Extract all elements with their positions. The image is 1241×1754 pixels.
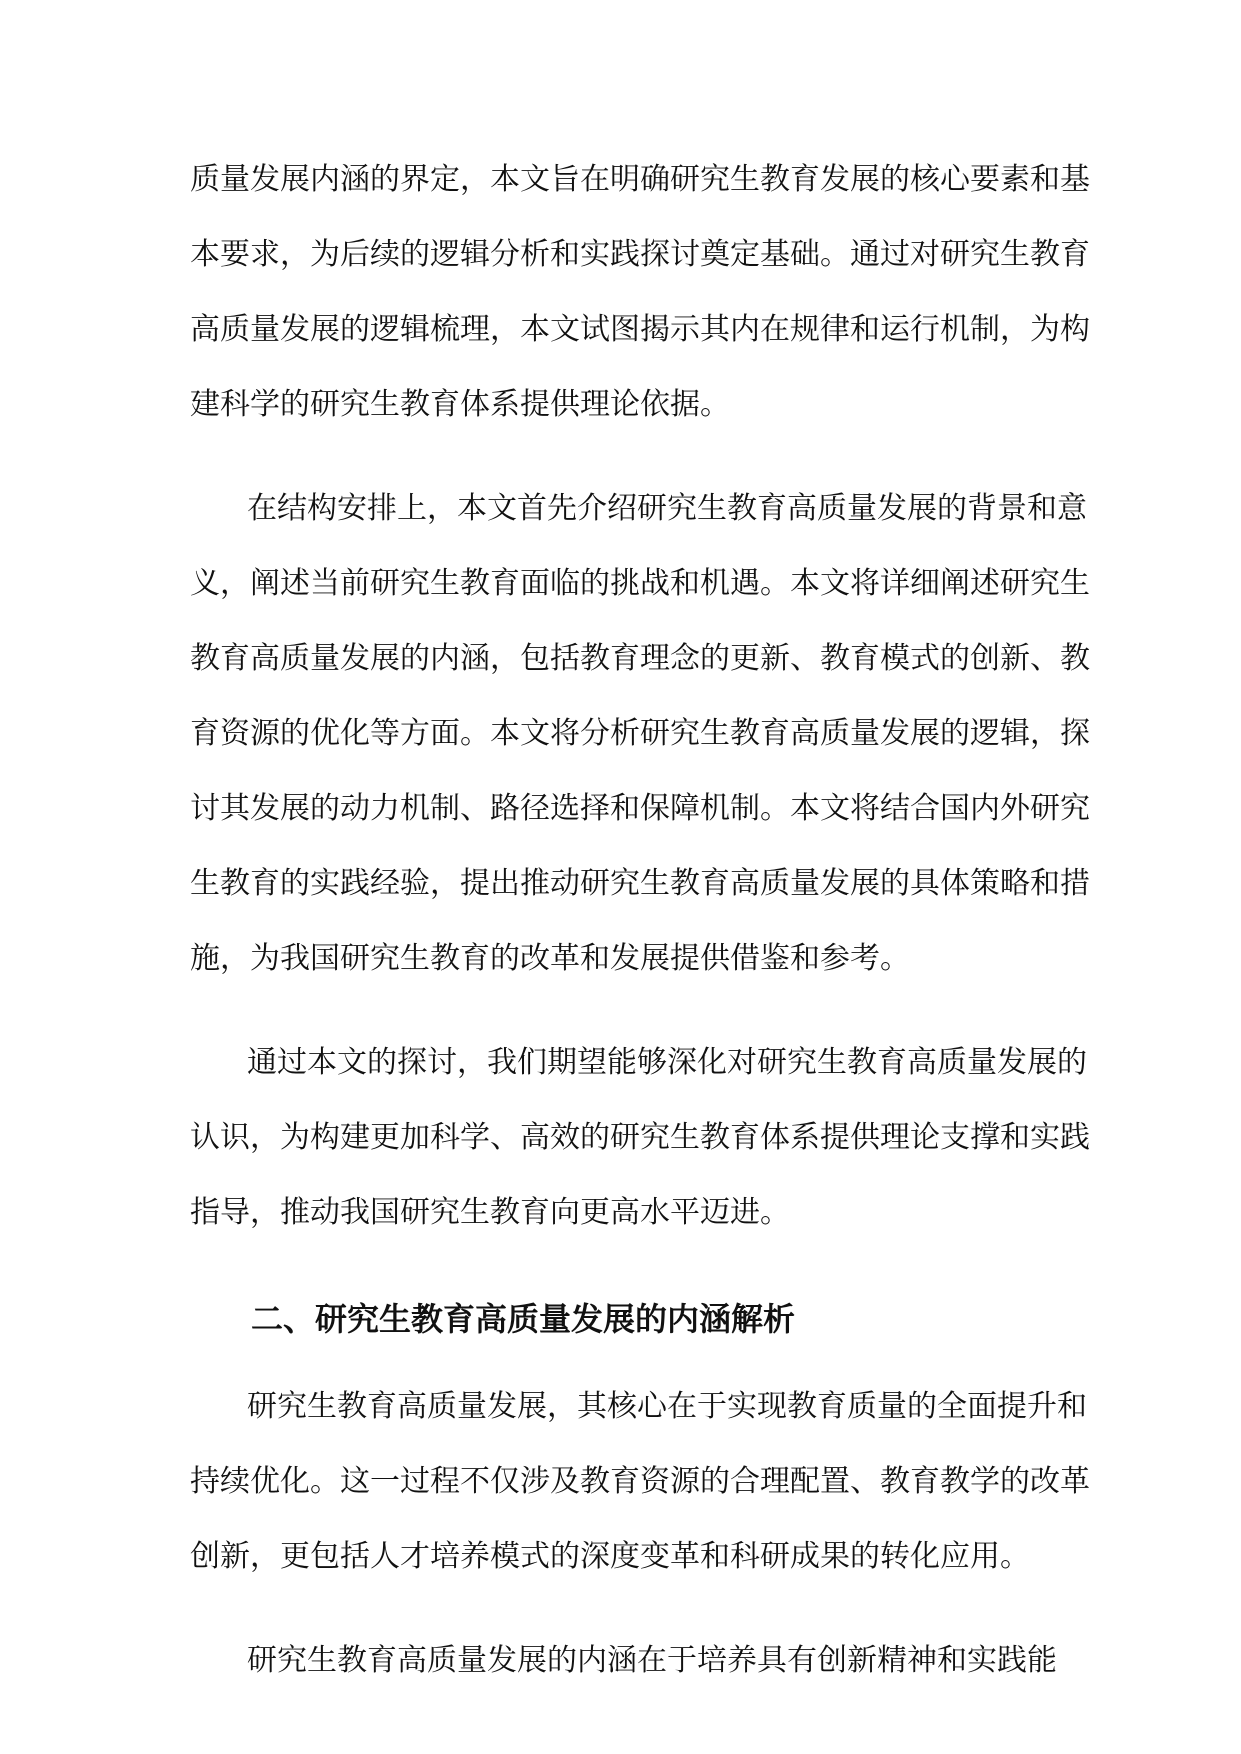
paragraph-spacing: [190, 442, 1052, 471]
section-spacing: [190, 1357, 1052, 1369]
paragraph: [190, 1025, 1090, 1250]
text-line: 认识，为构建更加科学、高效的研究生教育体系提供理论支撑和实践: [190, 1120, 1090, 1155]
text-line: 研究生教育高质量发展的内涵在于培养具有创新精神和实践能: [247, 1643, 1057, 1678]
text-line: 义，阐述当前研究生教育面临的挑战和机遇。本文将详细阐述研究生: [190, 566, 1090, 601]
text-line: 施，为我国研究生教育的改革和发展提供借鉴和参考。: [190, 941, 910, 976]
text-line: 教育高质量发展的内涵，包括教育理念的更新、教育模式的创新、教: [190, 641, 1090, 676]
paragraph: [190, 1369, 1090, 1594]
text-line: 持续优化。这一过程不仅涉及教育资源的合理配置、教育教学的改革: [190, 1464, 1090, 1499]
text-line: 生教育的实践经验，提出推动研究生教育高质量发展的具体策略和措: [190, 866, 1090, 901]
section-heading: 二、研究生教育高质量发展的内涵解析: [251, 1300, 796, 1338]
paragraph: [190, 471, 1090, 996]
document-body: [190, 142, 1090, 1698]
text-line: 高质量发展的逻辑梳理，本文试图揭示其内在规律和运行机制，为构: [190, 312, 1090, 347]
text-line: 在结构安排上，本文首先介绍研究生教育高质量发展的背景和意: [247, 491, 1087, 526]
paragraph: [190, 142, 1090, 442]
text-line: 建科学的研究生教育体系提供理论依据。: [190, 387, 730, 422]
text-line: 育资源的优化等方面。本文将分析研究生教育高质量发展的逻辑，探: [190, 716, 1090, 751]
text-line: 质量发展内涵的界定，本文旨在明确研究生教育发展的核心要素和基: [190, 162, 1090, 197]
text-line: 本要求，为后续的逻辑分析和实践探讨奠定基础。通过对研究生教育: [190, 237, 1090, 272]
paragraph: [190, 1623, 1057, 1698]
section-spacing: [190, 1250, 1052, 1282]
paragraph-spacing: [190, 1594, 1052, 1623]
paragraph-spacing: [190, 996, 1052, 1025]
text-line: 研究生教育高质量发展，其核心在于实现教育质量的全面提升和: [247, 1389, 1087, 1424]
text-line: 创新，更包括人才培养模式的深度变革和科研成果的转化应用。: [190, 1539, 1030, 1574]
text-line: 讨其发展的动力机制、路径选择和保障机制。本文将结合国内外研究: [190, 791, 1090, 826]
text-line: 指导，推动我国研究生教育向更高水平迈进。: [190, 1195, 790, 1230]
text-line: 通过本文的探讨，我们期望能够深化对研究生教育高质量发展的: [247, 1045, 1087, 1080]
